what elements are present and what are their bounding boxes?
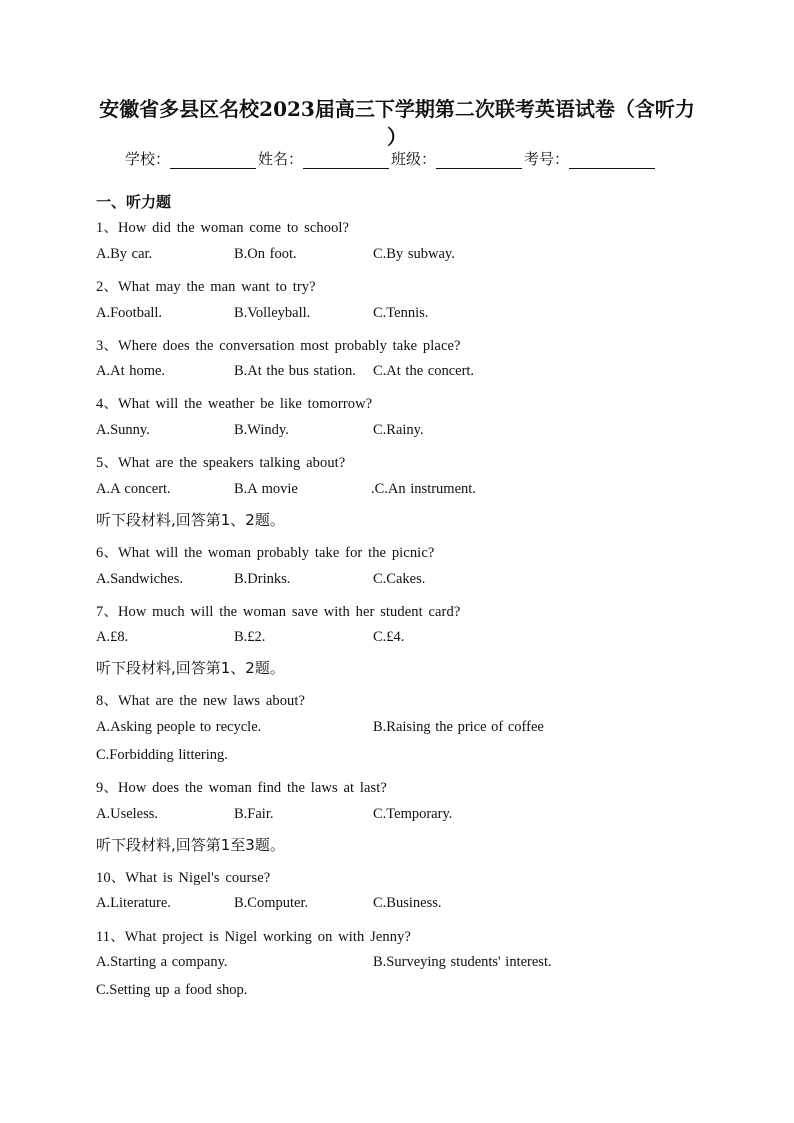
question-2: 2、What may the man want to try? (96, 279, 316, 295)
page-title (96, 95, 698, 151)
q9-option-a: A.Useless. (96, 806, 159, 822)
q7-option-b: B.£2. (234, 629, 266, 645)
q11-option-b: B.Surveying students' interest. (373, 954, 552, 970)
listening-note-3: 听下段材料,回答第1至3题。 (96, 836, 285, 854)
q1-option-a: A.By car. (96, 246, 153, 262)
question-5: 5、What are the speakers talking about? (96, 455, 346, 471)
q4-option-c: C.Rainy. (373, 422, 424, 438)
q6-option-b: B.Drinks. (234, 571, 291, 587)
q3-option-b: B.At the bus station. (234, 363, 356, 379)
school-label: 学校： (125, 150, 171, 168)
q4-option-b: B.Windy. (234, 422, 289, 438)
number-label: 考号： (524, 150, 570, 168)
q2-option-c: C.Tennis. (373, 305, 429, 321)
q5-option-a: A.A concert. (96, 481, 171, 497)
q5-option-c: .C.An instrument. (371, 481, 476, 497)
q3-option-c: C.At the concert. (373, 363, 475, 379)
question-1: 1、How did the woman come to school? (96, 220, 350, 236)
q6-option-c: C.Cakes. (373, 571, 426, 587)
question-9: 9、How does the woman find the laws at last? (96, 780, 387, 796)
q4-option-a: A.Sunny. (96, 422, 150, 438)
section-title: 一、听力题 (96, 193, 172, 211)
class-label: 班级： (391, 150, 437, 168)
question-3: 3、Where does the conversation most probably take place? (96, 338, 461, 354)
listening-note-1: 听下段材料,回答第1、2题。 (96, 511, 285, 529)
class-blank[interactable] (436, 150, 522, 169)
school-blank[interactable] (170, 150, 256, 169)
q5-option-b: B.A movie (234, 481, 298, 497)
title-line-2: ） (387, 125, 407, 149)
q7-option-a: A.£8. (96, 629, 129, 645)
q8-option-b: B.Raising the price of coffee (373, 719, 544, 735)
question-8: 8、What are the new laws about? (96, 693, 306, 709)
q10-option-a: A.Literature. (96, 895, 171, 911)
name-label: 姓名： (258, 150, 304, 168)
q10-option-b: B.Computer. (234, 895, 309, 911)
student-info-row (125, 148, 685, 169)
q2-option-b: B.Volleyball. (234, 305, 311, 321)
q7-option-c: C.£4. (373, 629, 405, 645)
question-10: 10、What is Nigel's course? (96, 870, 271, 886)
q6-option-a: A.Sandwiches. (96, 571, 183, 587)
q11-option-c: C.Setting up a food shop. (96, 982, 248, 998)
question-4: 4、What will the weather be like tomorrow? (96, 396, 373, 412)
number-blank[interactable] (569, 150, 655, 169)
listening-note-2: 听下段材料,回答第1、2题。 (96, 659, 285, 677)
title-line-1: 安徽省多县区名校2023届高三下学期第二次联考英语试卷（含听力 (99, 97, 695, 121)
q9-option-b: B.Fair. (234, 806, 274, 822)
q2-option-a: A.Football. (96, 305, 163, 321)
q10-option-c: C.Business. (373, 895, 442, 911)
q8-option-c: C.Forbidding littering. (96, 747, 228, 763)
q8-option-a: A.Asking people to recycle. (96, 719, 262, 735)
name-blank[interactable] (303, 150, 389, 169)
question-6: 6、What will the woman probably take for the picnic? (96, 545, 435, 561)
q1-option-c: C.By subway. (373, 246, 455, 262)
q11-option-a: A.Starting a company. (96, 954, 228, 970)
question-11: 11、What project is Nigel working on with Jenny? (96, 929, 411, 945)
q1-option-b: B.On foot. (234, 246, 297, 262)
q3-option-a: A.At home. (96, 363, 166, 379)
q9-option-c: C.Temporary. (373, 806, 453, 822)
question-7: 7、How much will the woman save with her student card? (96, 604, 461, 620)
